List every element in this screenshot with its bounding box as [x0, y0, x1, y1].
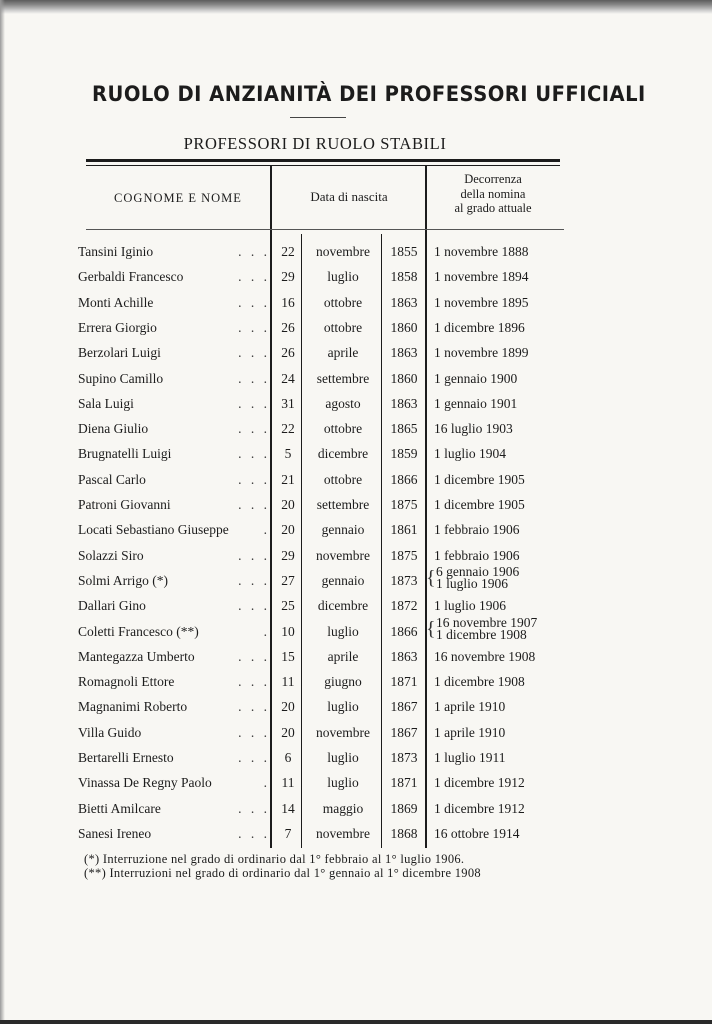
leader-dots: . . .: [238, 345, 270, 360]
birth-day: 10: [281, 624, 295, 639]
birth-day: 29: [281, 548, 295, 563]
birth-year: 1875: [390, 548, 418, 563]
birth-year: 1871: [390, 775, 418, 790]
birth-year: 1873: [390, 750, 418, 765]
birth-day: 27: [281, 573, 295, 588]
leader-dots: . . .: [238, 320, 270, 335]
footnote-2: (**) Interruzioni nel grado di ordinario dal 1° gennaio al 1° dicembre 1908: [84, 866, 481, 880]
birth-year: 1868: [390, 826, 418, 841]
birth-day: 22: [281, 244, 295, 259]
birth-month: settembre: [316, 497, 370, 512]
birth-month: giugno: [324, 674, 362, 689]
birth-month: dicembre: [317, 598, 369, 613]
leader-dots: . . .: [238, 497, 270, 512]
table-row: [0, 396, 712, 420]
decorrenza-date: 1 aprile 1910: [434, 699, 506, 714]
birth-month: luglio: [327, 775, 359, 790]
birth-year: 1875: [390, 497, 418, 512]
birth-month: aprile: [327, 649, 359, 664]
decorrenza-date: 1 gennaio 1900: [434, 371, 518, 386]
decorrenza-date: 1 luglio 1911: [434, 750, 506, 765]
table-row: [0, 371, 712, 395]
professor-name: Solmi Arrigo (*): [78, 573, 168, 588]
leader-dots: . . .: [238, 244, 270, 259]
table-row: [0, 548, 712, 572]
decorrenza-date: 1 luglio 1906: [434, 598, 507, 613]
birth-month: agosto: [325, 396, 361, 411]
professor-name: Coletti Francesco (**): [78, 624, 199, 639]
leader-dots: . . .: [238, 826, 270, 841]
leader-dots: . . .: [238, 674, 270, 689]
leader-dots: . . .: [238, 295, 270, 310]
birth-month: settembre: [316, 371, 370, 386]
decorrenza-date-2: 1 dicembre 1908: [436, 627, 527, 642]
table-row: [0, 295, 712, 319]
decorrenza-date: 1 dicembre 1912: [434, 801, 525, 816]
decorrenza-date: 1 dicembre 1912: [434, 775, 525, 790]
leader-dots: . . .: [238, 472, 270, 487]
birth-year: 1871: [390, 674, 418, 689]
birth-year: 1865: [390, 421, 418, 436]
decorrenza-date: 1 dicembre 1905: [434, 472, 525, 487]
decorrenza-date: 1 dicembre 1905: [434, 497, 525, 512]
leader-dots: .: [263, 522, 270, 537]
leader-dots: . . .: [238, 269, 270, 284]
professor-name: Locati Sebastiano Giuseppe: [78, 522, 229, 537]
professor-name: Gerbaldi Francesco: [78, 269, 184, 284]
decorrenza-date: 16 ottobre 1914: [434, 826, 520, 841]
birth-year: 1861: [390, 522, 418, 537]
table-row: [0, 699, 712, 723]
table-row: [0, 649, 712, 673]
birth-day: 14: [281, 801, 295, 816]
professor-name: Dallari Gino: [78, 598, 146, 613]
decorrenza-date: 1 gennaio 1901: [434, 396, 518, 411]
leader-dots: . . .: [238, 725, 270, 740]
table-row: [0, 564, 712, 597]
birth-month: novembre: [316, 548, 370, 563]
decorrenza-date: 1 dicembre 1908: [434, 674, 525, 689]
leader-dots: .: [263, 624, 270, 639]
table-row: [0, 775, 712, 799]
birth-year: 1873: [390, 573, 418, 588]
birth-month: gennaio: [321, 522, 365, 537]
leader-dots: . . .: [238, 446, 270, 461]
birth-month: gennaio: [321, 573, 365, 588]
professor-name: Solazzi Siro: [78, 548, 144, 563]
table-top-rule: [86, 159, 560, 162]
professor-name: Sala Luigi: [78, 396, 134, 411]
brace-icon: {: [426, 618, 436, 640]
table-row: [0, 345, 712, 369]
birth-day: 20: [281, 497, 295, 512]
birth-day: 26: [281, 345, 295, 360]
birth-month: maggio: [322, 801, 364, 816]
header-decorrenza: Decorrenza della nomina al grado attuale: [454, 172, 532, 215]
birth-month: luglio: [327, 269, 359, 284]
birth-day: 24: [281, 371, 295, 386]
table-row: [0, 320, 712, 344]
birth-year: 1860: [390, 320, 418, 335]
table-row: [0, 725, 712, 749]
birth-day: 20: [281, 699, 295, 714]
birth-year: 1863: [390, 396, 418, 411]
birth-day: 25: [281, 598, 295, 613]
birth-day: 6: [284, 750, 292, 765]
header-name: COGNOME E NOME: [114, 191, 242, 205]
birth-year: 1866: [390, 624, 418, 639]
leader-dots: . . .: [238, 750, 270, 765]
decorrenza-date-2: 1 luglio 1906: [436, 576, 509, 591]
birth-year: 1859: [390, 446, 418, 461]
professor-name: Supino Camillo: [78, 371, 164, 386]
leader-dots: . . .: [238, 421, 270, 436]
header-bottom-rule: [86, 229, 564, 230]
table-row: [0, 472, 712, 496]
leader-dots: . . .: [238, 598, 270, 613]
birth-day: 7: [284, 826, 292, 841]
table-row: [0, 421, 712, 445]
decorrenza-date: 1 aprile 1910: [434, 725, 506, 740]
professor-name: Diena Giulio: [78, 421, 149, 436]
birth-year: 1863: [390, 295, 418, 310]
decorrenza-date: 16 novembre 1908: [434, 649, 536, 664]
leader-dots: . . .: [238, 649, 270, 664]
birth-month: dicembre: [317, 446, 369, 461]
decorrenza-date: 1 novembre 1888: [434, 244, 529, 259]
professor-name: Villa Guido: [78, 725, 142, 740]
leader-dots: . . .: [238, 801, 270, 816]
birth-day: 16: [281, 295, 295, 310]
scan-edge-bottom: [0, 1020, 712, 1024]
birth-year: 1860: [390, 371, 418, 386]
professor-name: Errera Giorgio: [78, 320, 157, 335]
professor-name: Pascal Carlo: [78, 472, 146, 487]
decorrenza-date-1: 16 novembre 1907: [436, 615, 538, 630]
leader-dots: . . .: [238, 699, 270, 714]
birth-year: 1867: [390, 699, 418, 714]
table-row: [0, 615, 712, 648]
birth-day: 15: [281, 649, 295, 664]
birth-day: 29: [281, 269, 295, 284]
birth-day: 20: [281, 725, 295, 740]
birth-year: 1872: [390, 598, 418, 613]
table-row: [0, 522, 712, 546]
decorrenza-date: 16 luglio 1903: [434, 421, 513, 436]
leader-dots: . . .: [238, 396, 270, 411]
table-row: [0, 826, 712, 850]
birth-month: luglio: [327, 699, 359, 714]
leader-dots: . . .: [238, 548, 270, 563]
professor-name: Vinassa De Regny Paolo: [78, 775, 212, 790]
leader-dots: . . .: [238, 371, 270, 386]
professor-name: Magnanimi Roberto: [78, 699, 188, 714]
table-row: [0, 750, 712, 774]
table-top-rule-thin: [86, 165, 560, 166]
professor-name: Tansini Iginio: [78, 244, 154, 259]
birth-month: novembre: [316, 244, 370, 259]
professor-name: Romagnoli Ettore: [78, 674, 175, 689]
birth-month: luglio: [327, 750, 359, 765]
birth-year: 1863: [390, 649, 418, 664]
table-row: [0, 674, 712, 698]
table-row: [0, 244, 712, 268]
brace-icon: {: [426, 567, 436, 589]
professor-name: Berzolari Luigi: [78, 345, 161, 360]
professor-name: Bertarelli Ernesto: [78, 750, 174, 765]
professor-name: Monti Achille: [78, 295, 154, 310]
table-row: [0, 801, 712, 825]
birth-month: novembre: [316, 725, 370, 740]
leader-dots: . . .: [238, 573, 270, 588]
birth-day: 22: [281, 421, 295, 436]
decorrenza-date: 1 febbraio 1906: [434, 522, 520, 537]
table-row: [0, 598, 712, 622]
birth-year: 1869: [390, 801, 418, 816]
birth-day: 21: [281, 472, 295, 487]
birth-day: 26: [281, 320, 295, 335]
birth-month: ottobre: [323, 421, 363, 436]
birth-year: 1855: [390, 244, 418, 259]
header-birth-date: Data di nascita: [310, 189, 388, 204]
decorrenza-date: 1 novembre 1894: [434, 269, 529, 284]
birth-month: ottobre: [323, 320, 363, 335]
birth-day: 31: [281, 396, 295, 411]
table-row: [0, 446, 712, 470]
birth-day: 11: [281, 674, 295, 689]
birth-year: 1867: [390, 725, 418, 740]
leader-dots: .: [263, 775, 270, 790]
birth-year: 1863: [390, 345, 418, 360]
decorrenza-date: 1 luglio 1904: [434, 446, 507, 461]
professor-name: Sanesi Ireneo: [78, 826, 152, 841]
birth-day: 20: [281, 522, 295, 537]
decorrenza-date-1: 6 gennaio 1906: [436, 564, 520, 579]
decorrenza-date: 1 novembre 1895: [434, 295, 529, 310]
birth-month: ottobre: [323, 472, 363, 487]
table-row: [0, 269, 712, 293]
birth-month: aprile: [327, 345, 359, 360]
professor-name: Mantegazza Umberto: [78, 649, 195, 664]
professor-name: Patroni Giovanni: [78, 497, 171, 512]
birth-month: ottobre: [323, 295, 363, 310]
scan-edge-top: [0, 0, 712, 14]
footnote-1: (*) Interruzione nel grado di ordinario dal 1° febbraio al 1° luglio 1906.: [84, 852, 465, 866]
birth-year: 1866: [390, 472, 418, 487]
birth-day: 11: [281, 775, 295, 790]
decorrenza-date: 1 dicembre 1896: [434, 320, 525, 335]
page-title: RUOLO DI ANZIANITÀ DEI PROFESSORI UFFICIALI: [92, 82, 646, 106]
table-row: [0, 497, 712, 521]
birth-year: 1858: [390, 269, 418, 284]
title-divider: [290, 117, 346, 118]
professor-name: Brugnatelli Luigi: [78, 446, 172, 461]
professor-name: Bietti Amilcare: [78, 801, 161, 816]
birth-month: novembre: [316, 826, 370, 841]
decorrenza-date: 1 novembre 1899: [434, 345, 529, 360]
decorrenza-date: 1 febbraio 1906: [434, 548, 520, 563]
birth-day: 5: [284, 446, 292, 461]
birth-month: luglio: [327, 624, 359, 639]
page-subtitle: PROFESSORI DI RUOLO STABILI: [183, 134, 447, 153]
